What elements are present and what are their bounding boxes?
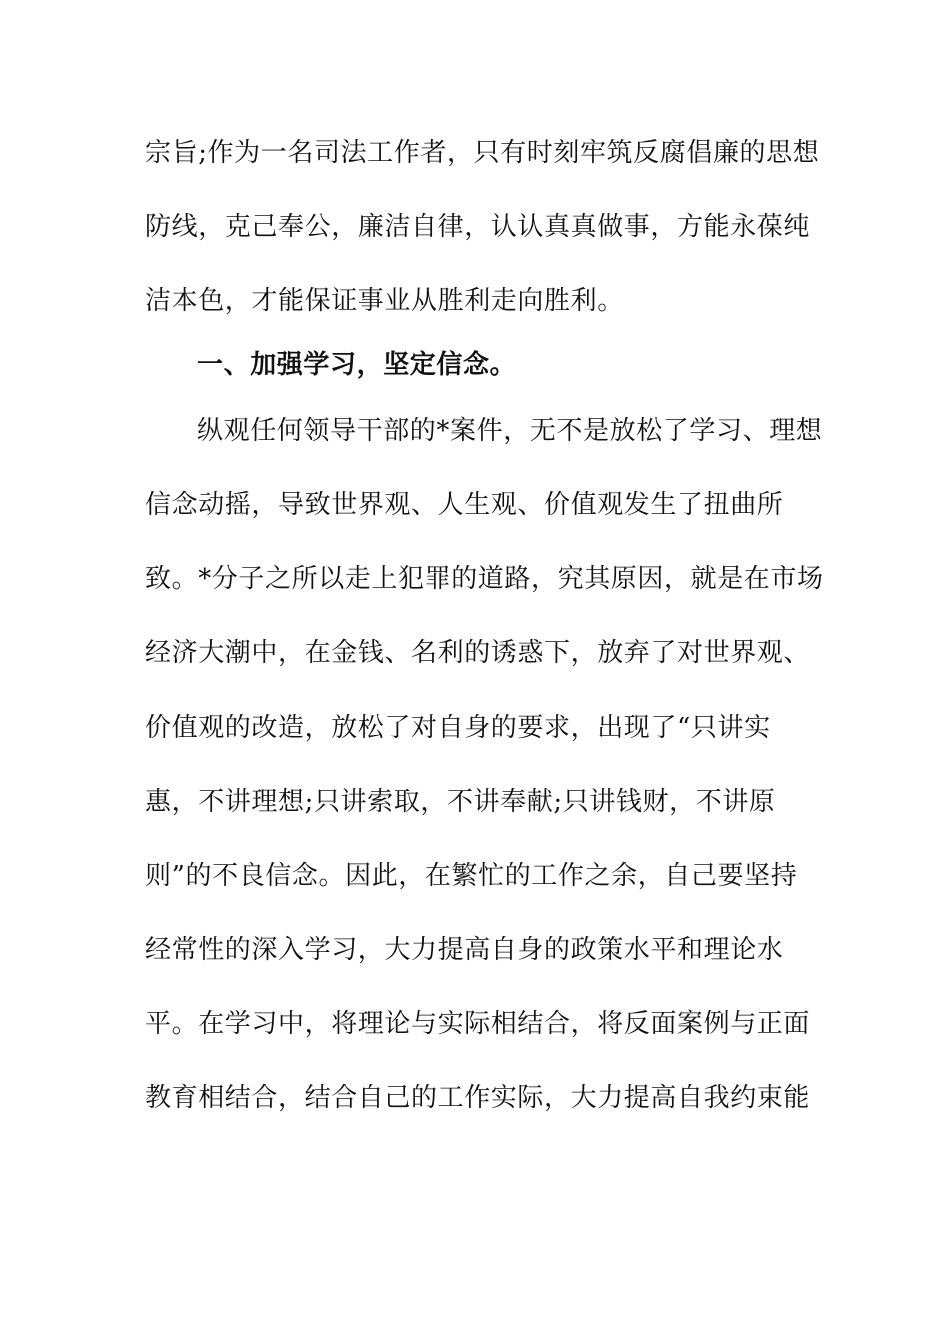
text-line: 则”的不良信念。因此，在繁忙的工作之余，自己要坚持 <box>145 861 798 891</box>
text-line: 经常性的深入学习，大力提高自身的政策水平和理论水 <box>145 935 784 965</box>
text-line: 防线，克己奉公，廉洁自律，认认真真做事，方能永葆纯 <box>145 212 811 242</box>
text-line: 纵观任何领导干部的*案件，无不是放松了学习、理想 <box>197 416 823 446</box>
text-line: 经济大潮中，在金钱、名利的诱惑下，放弃了对世界观、 <box>145 638 811 668</box>
section-heading: 一、加强学习，坚定信念。 <box>197 350 517 380</box>
text-line: 价值观的改造，放松了对自身的要求，出现了“只讲实 <box>145 713 771 743</box>
text-line: 信念动摇，导致世界观、人生观、价值观发生了扭曲所 <box>145 490 784 520</box>
text-line: 平。在学习中，将理论与实际相结合，将反面案例与正面 <box>145 1009 811 1039</box>
text-line: 致。*分子之所以走上犯罪的道路，究其原因，就是在市场 <box>145 564 824 594</box>
text-line: 宗旨;作为一名司法工作者，只有时刻牢筑反腐倡廉的思想 <box>145 138 820 168</box>
text-line: 惠，不讲理想;只讲索取，不讲奉献;只讲钱财，不讲原 <box>145 787 776 817</box>
text-line: 洁本色，才能保证事业从胜利走向胜利。 <box>145 286 624 316</box>
text-line: 教育相结合，结合自己的工作实际，大力提高自我约束能 <box>145 1083 811 1113</box>
